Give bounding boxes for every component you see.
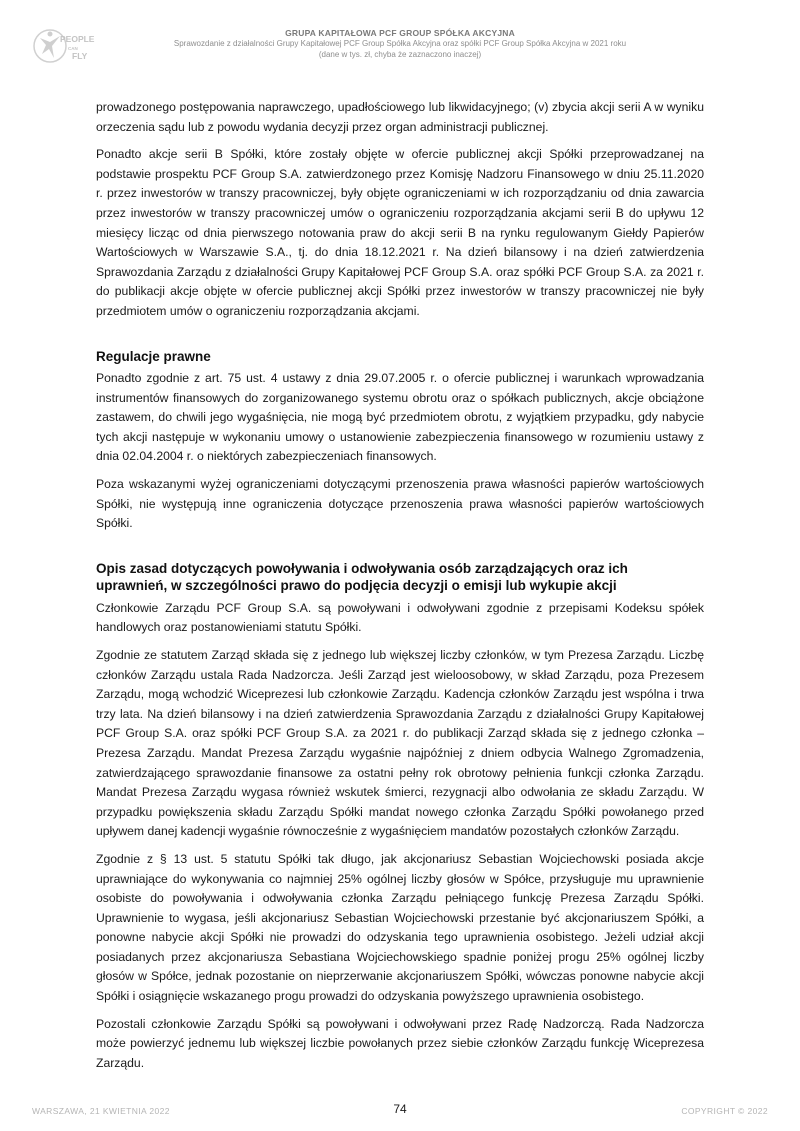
- report-currency-note: (dane w tys. zł, chyba że zaznaczono inaczej): [318, 50, 482, 59]
- section-heading: Regulacje prawne: [96, 348, 211, 364]
- section-heading-line: Opis zasad dotyczących powoływania i odwoływania osób zarządzających oraz ich: [96, 560, 628, 576]
- report-subtitle: Sprawozdanie z działalności Grupy Kapitałowej PCF Group Spółka Akcyjna oraz spółki PCF Group Spółka Akcyjna w 2021 roku: [173, 39, 627, 48]
- company-name: GRUPA KAPITAŁOWA PCF GROUP SPÓŁKA AKCYJNA: [285, 28, 515, 38]
- svg-text:CAN: CAN: [68, 46, 78, 51]
- paragraph: Zgodnie z § 13 ust. 5 statutu Spółki tak długo, jak akcjonariusz Sebastian Wojciechowski posiada akcje uprawniające do wykonywania co najmniej 25% ogólnej liczby głosów w Spółce, przysługuje mu uprawnienie osobiste do powoływania i odwoływania członka Zarządu pełniącego funkcję Prezesa Zarządu Spółki. Uprawnienie to wygasa, jeśli akcjonariusz Sebastian Wojciechowski przestanie być akcjonariuszem Spółki, a ponowne nabycie akcji Spółki nie prowadzi do odzyskania tego uprawnienia osobistego. Jeżeli udział akcji posiadanych przez akcjonariusza Sebastiana Wojciechowskiego spadnie poniżej progu 25% ogólnej liczby głosów w Spółce, jednak pozostanie on nieprzerwanie akcjonariuszem Spółki, wówczas ponowne nabycie akcji Spółki i osiągnięcie wskazanego progu prowadzi do odzyskania powyższego uprawnienia osobistego.: [96, 851, 704, 1004]
- paragraph: Członkowie Zarządu PCF Group S.A. są powoływani i odwoływani zgodnie z przepisami Kodeksu spółek handlowych oraz postanowieniami statutu Spółki.: [96, 600, 704, 635]
- paragraph: Poza wskazanymi wyżej ograniczeniami dotyczącymi przenoszenia prawa własności papierów wartościowych Spółki, nie występują inne ograniczenia dotyczące przenoszenia prawa własności papierów wartościowych Spółki.: [96, 477, 704, 531]
- footer-date: WARSZAWA, 21 KWIETNIA 2022: [32, 1106, 170, 1116]
- page-header: [0, 26, 800, 60]
- paragraph: Ponadto zgodnie z art. 75 ust. 4 ustawy z dnia 29.07.2005 r. o ofercie publicznej i warunkach wprowadzania instrumentów finansowych do zorganizowanego systemu obrotu oraz o spółkach publicznych, akcje obciążone zastawem, do chwili jego wygaśnięcia, nie mogą być przedmiotem obrotu, z wyjątkiem przypadku, gdy nabycie tych akcji następuje w wykonaniu umowy o ustanowienie zabezpieczenia finansowego w rozumieniu ustawy z dnia 02.04.2004 r. o niektórych zabezpieczeniach finansowych.: [96, 371, 704, 464]
- svg-text:FLY: FLY: [72, 51, 88, 61]
- paragraph: Zgodnie ze statutem Zarząd składa się z jednego lub większej liczby członków, w tym Prezesa Zarządu. Liczbę członków Zarządu ustala Rada Nadzorcza. Jeśli Zarząd jest wieloosobowy, w skład Zarządu, poza Prezesem Zarządu, mogą wchodzić Wiceprezesi lub członkowie Zarządu. Kadencja członków Zarządu jest wspólna i trwa trzy lata. Na dzień bilansowy i na dzień zatwierdzenia Sprawozdania Zarządu z działalności Grupy Kapitałowej PCF Group S.A. oraz spółki PCF Group S.A. za 2021 r. do publikacji Zarząd składa się z jednego członka – Prezesa Zarządu. Mandat Prezesa Zarządu wygaśnie najpóźniej z dniem odbycia Walnego Zgromadzenia, zatwierdzającego sprawozdanie finansowe za ostatni pełny rok obrotowy pełnienia funkcji członka Zarządu. Mandat Prezesa Zarządu wygasa również wskutek śmierci, rezygnacji albo odwołania ze składu Zarządu. W przypadku powiększenia składu Zarządu Spółki mandat nowego członka Zarządu Spółki powołanego przed upływem danej kadencji wygaśnie równocześnie z wygaśnięciem mandatów pozostałych członków Zarządu.: [96, 647, 704, 839]
- section-heading: [96, 560, 704, 595]
- paragraph: prowadzonego postępowania naprawczego, upadłościowego lub likwidacyjnego; (v) zbycia akcji serii A w wyniku orzeczenia sądu lub z powodu wydania decyzji przez organ administracji publicznej.: [96, 100, 704, 134]
- page-number: 74: [393, 1102, 407, 1116]
- svg-text:PEOPLE: PEOPLE: [60, 34, 95, 44]
- section-heading-line: uprawnień, w szczególności prawo do podjęcia decyzji o emisji lub wykupie akcji: [96, 578, 617, 594]
- paragraph: Pozostali członkowie Zarządu Spółki są powoływani i odwoływani przez Radę Nadzorczą. Rada Nadzorcza może powierzyć jednemu lub większej liczbie powołanych przez siebie członków Zarządu funkcję Wiceprezesa Zarządu.: [96, 1016, 704, 1070]
- document-body: [96, 98, 704, 1081]
- paragraph: Ponadto akcje serii B Spółki, które zostały objęte w ofercie publicznej akcji Spółki przeprowadzanej na podstawie prospektu PCF Group S.A. zatwierdzonego przez Komisję Nadzoru Finansowego w dniu 25.11.2020 r. przez inwestorów w transzy pracowniczej, były objęte ograniczeniami w ich rozporządzaniu od dnia zawarcia przez inwestorów w transzy pracowniczej umów o ograniczeniu rozporządzania akcjami serii B do upływu 12 miesięcy licząc od dnia pierwszego notowania praw do akcji serii B na rynku regulowanym Giełdy Papierów Wartościowych w Warszawie S.A., tj. do dnia 18.12.2021 r. Na dzień bilansowy i na dzień zatwierdzenia Sprawozdania Zarządu z działalności Grupy Kapitałowej PCF Group S.A. oraz spółki PCF Group S.A. za 2021 r. do publikacji akcje objęte w ofercie publicznej akcji Spółki przez inwestorów w transzy pracowniczej nie były przedmiotem umów o ograniczeniu rozporządzania akcjami.: [96, 147, 704, 318]
- footer-copyright: COPYRIGHT © 2022: [681, 1106, 768, 1116]
